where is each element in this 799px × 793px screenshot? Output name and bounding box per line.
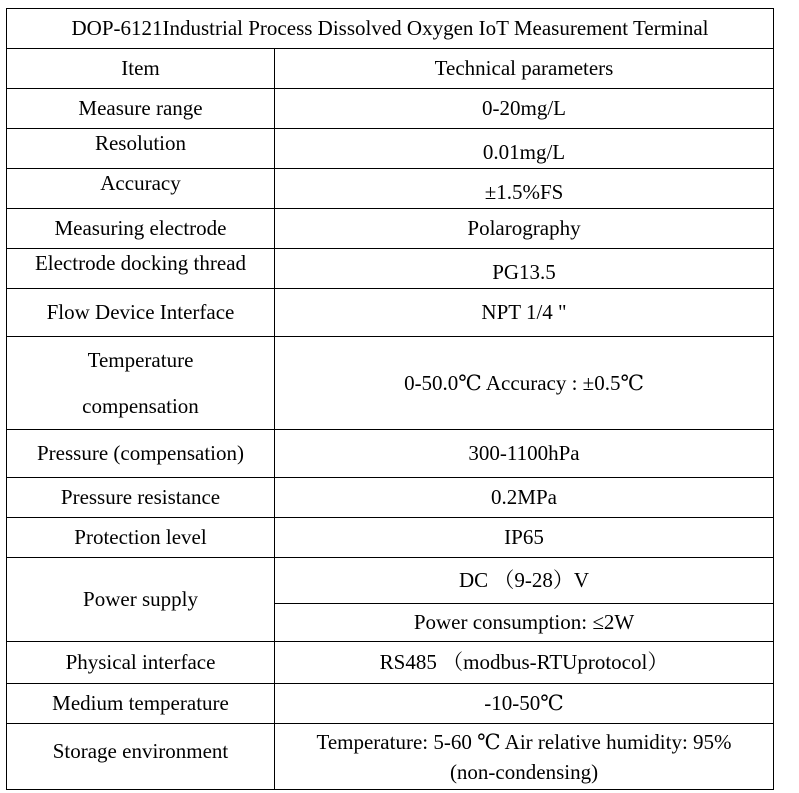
row-item: Power supply bbox=[7, 558, 275, 642]
table-row bbox=[7, 518, 774, 558]
row-value: 0-20mg/L bbox=[275, 89, 774, 129]
row-item: Physical interface bbox=[7, 642, 275, 684]
header-params: Technical parameters bbox=[275, 49, 774, 89]
row-value-text: 0.01mg/L bbox=[482, 140, 566, 165]
row-item: Flow Device Interface bbox=[7, 289, 275, 337]
row-value bbox=[275, 169, 774, 209]
row-value: Power consumption: ≤2W bbox=[275, 604, 774, 642]
row-value: IP65 bbox=[275, 518, 774, 558]
table-row bbox=[7, 478, 774, 518]
table-row bbox=[7, 129, 774, 169]
row-item-line2: compensation bbox=[82, 394, 199, 418]
row-item bbox=[7, 249, 275, 289]
row-item: Pressure resistance bbox=[7, 478, 275, 518]
row-item: Measure range bbox=[7, 89, 275, 129]
row-value-text: PG13.5 bbox=[492, 260, 556, 285]
row-item bbox=[7, 169, 275, 209]
row-value: -10-50℃ bbox=[275, 684, 774, 724]
row-item: Medium temperature bbox=[7, 684, 275, 724]
row-value: 0-50.0℃ Accuracy : ±0.5℃ bbox=[275, 337, 774, 430]
table-row bbox=[7, 724, 774, 790]
table-row bbox=[7, 558, 774, 604]
row-item bbox=[7, 129, 275, 169]
row-value bbox=[275, 249, 774, 289]
header-row bbox=[7, 49, 774, 89]
row-value-line1: Temperature: 5-60 ℃ Air relative humidity: 95% bbox=[316, 729, 732, 754]
table-row bbox=[7, 684, 774, 724]
row-item-text: Accuracy bbox=[100, 171, 181, 196]
row-value bbox=[275, 724, 774, 790]
row-item: Measuring electrode bbox=[7, 209, 275, 249]
table-row bbox=[7, 249, 774, 289]
table-row bbox=[7, 642, 774, 684]
table-row bbox=[7, 209, 774, 249]
row-item bbox=[7, 337, 275, 430]
row-value: RS485 （modbus-RTUprotocol） bbox=[275, 642, 774, 684]
row-item-text: Electrode docking thread bbox=[34, 251, 247, 276]
row-value bbox=[275, 129, 774, 169]
spec-table bbox=[6, 8, 774, 790]
row-item-text: Storage environment bbox=[52, 739, 229, 764]
row-item: Pressure (compensation) bbox=[7, 430, 275, 478]
row-value-line2: (non-condensing) bbox=[449, 759, 599, 784]
table-row bbox=[7, 169, 774, 209]
table-row bbox=[7, 337, 774, 430]
row-item: Protection level bbox=[7, 518, 275, 558]
row-value: 0.2MPa bbox=[275, 478, 774, 518]
row-item-line1: Temperature bbox=[87, 348, 194, 372]
table-row bbox=[7, 89, 774, 129]
row-value: 300-1100hPa bbox=[275, 430, 774, 478]
row-value: NPT 1/4 " bbox=[275, 289, 774, 337]
row-value-text: ±1.5%FS bbox=[484, 180, 564, 205]
table-title: DOP-6121Industrial Process Dissolved Oxygen IoT Measurement Terminal bbox=[7, 9, 774, 49]
row-item-text: Resolution bbox=[94, 131, 186, 156]
row-item bbox=[7, 724, 275, 790]
table-row bbox=[7, 430, 774, 478]
row-value: Polarography bbox=[275, 209, 774, 249]
row-value: DC （9-28）V bbox=[275, 558, 774, 604]
table-row bbox=[7, 289, 774, 337]
header-item: Item bbox=[7, 49, 275, 89]
